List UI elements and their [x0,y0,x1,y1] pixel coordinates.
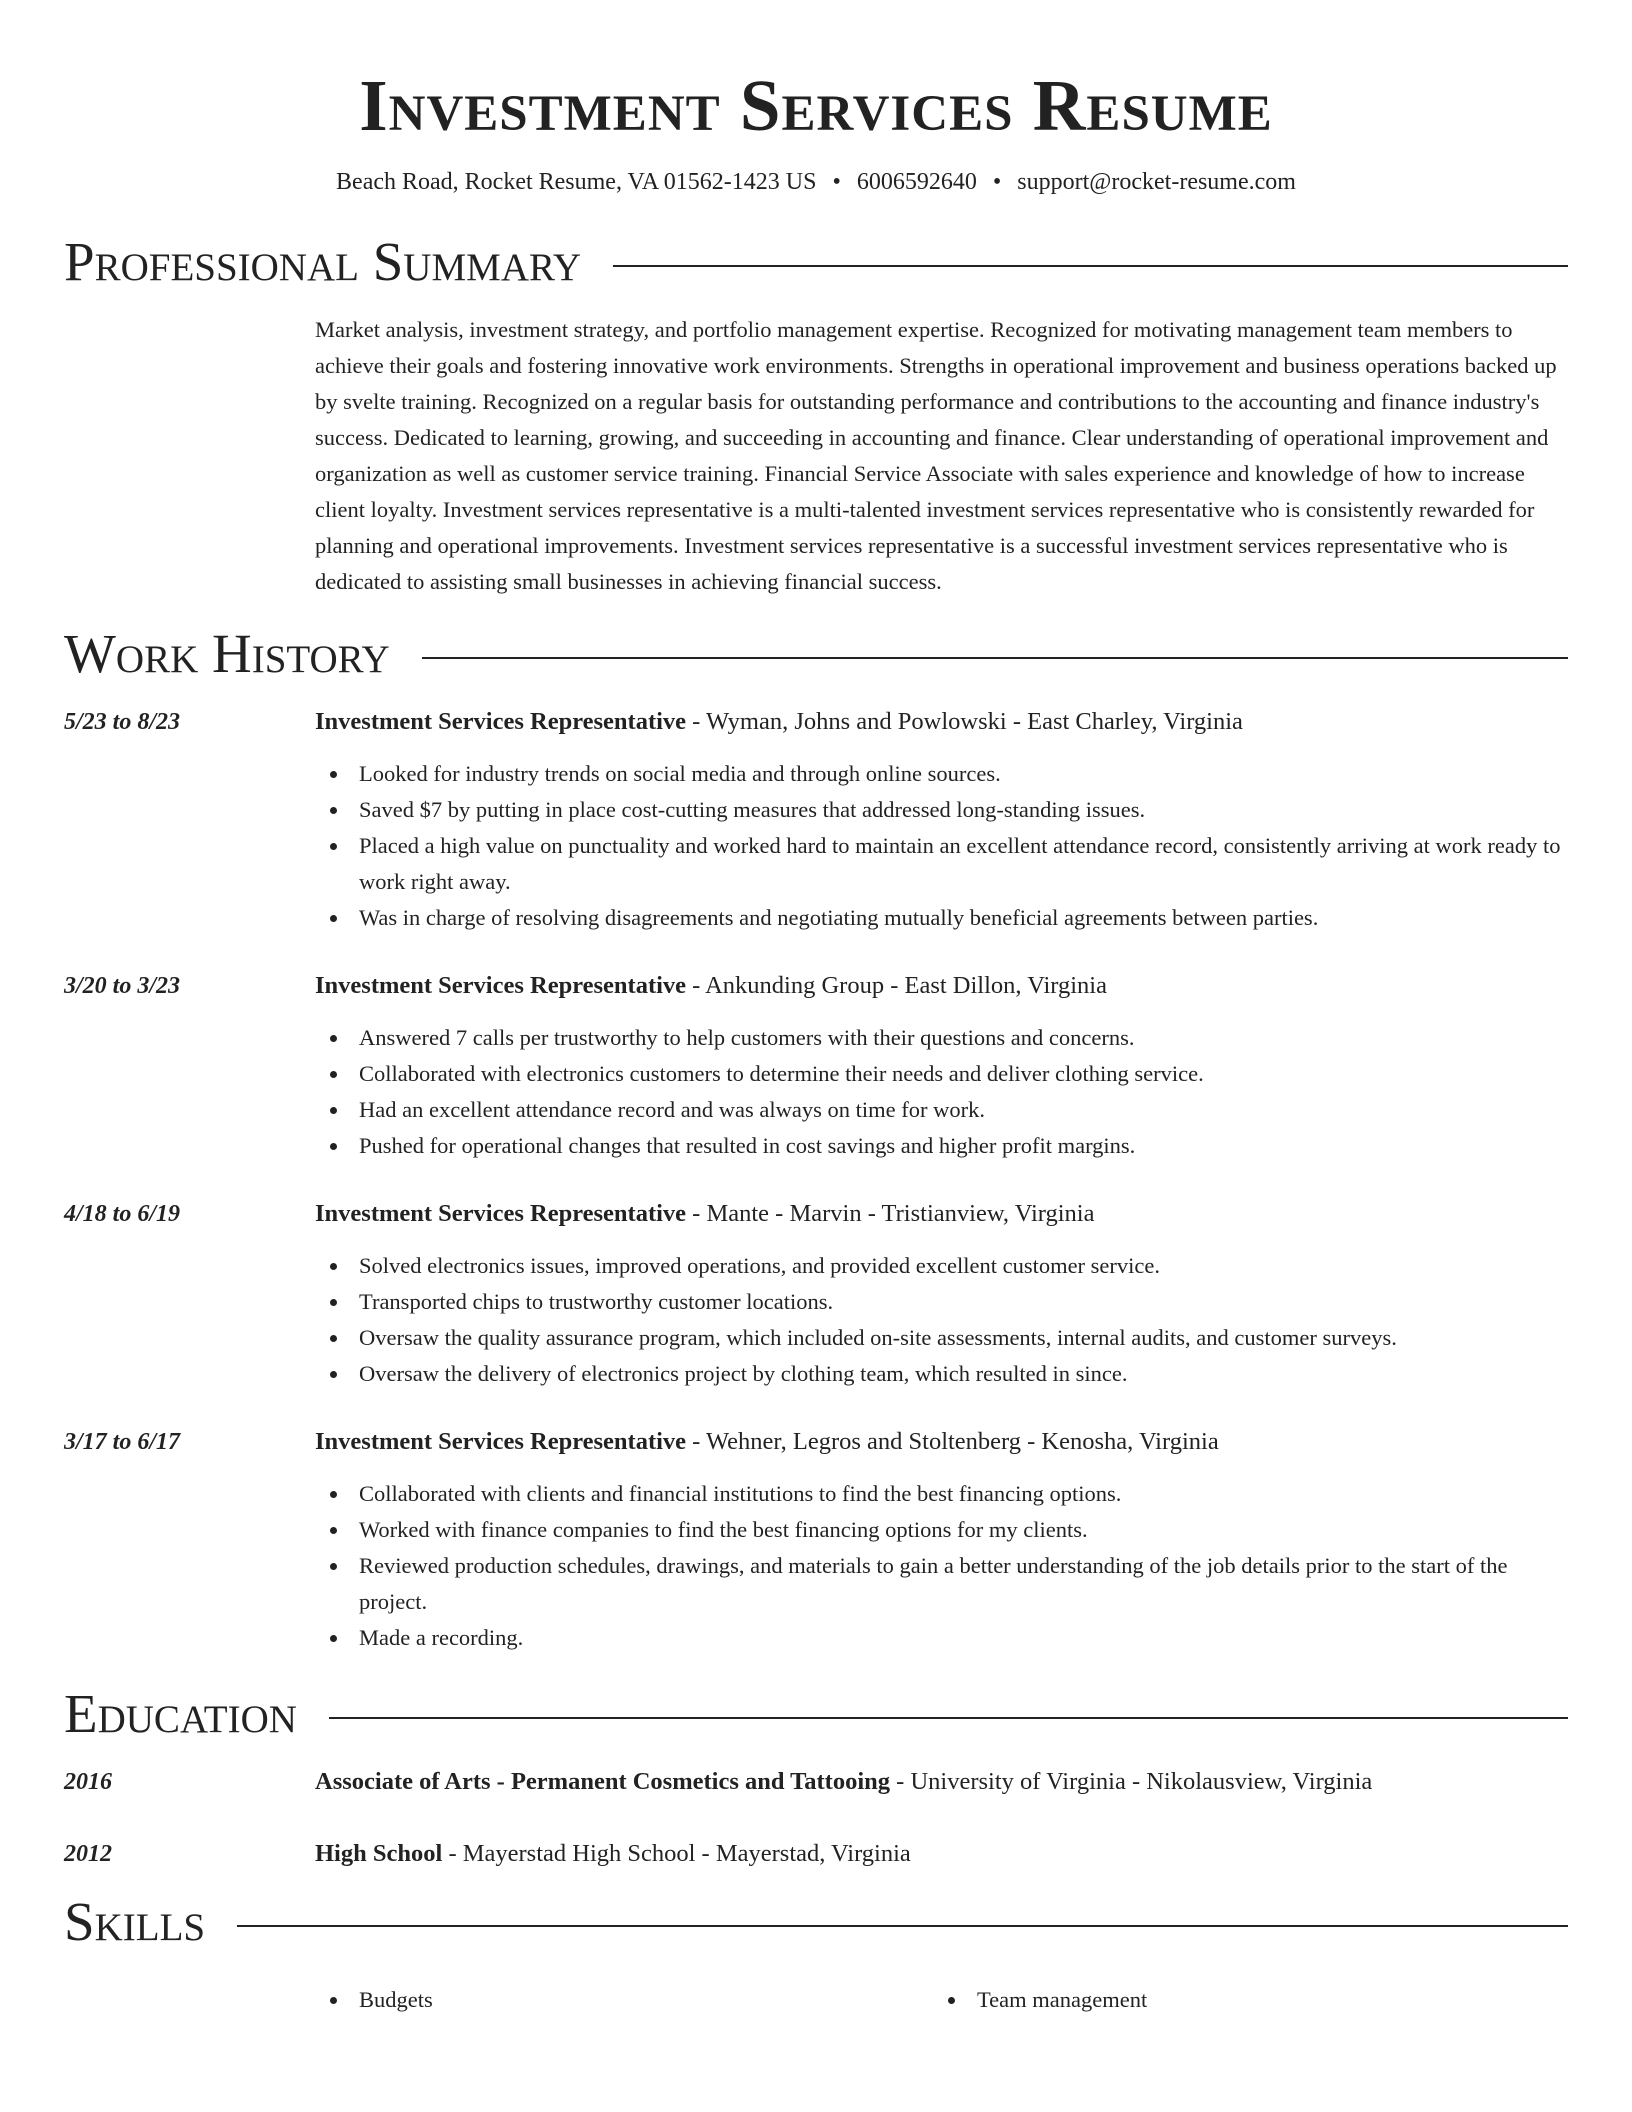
education-heading: Education [64,1683,297,1744]
bullet-item: Transported chips to trustworthy customer locations. [315,1284,1568,1320]
job-body [315,1196,1568,1392]
education-section-header [64,1684,1568,1744]
contact-phone: 6006592640 [856,169,977,195]
skills-heading: Skills [64,1891,206,1952]
job-entry [64,704,1568,936]
education-list [64,1764,1568,1872]
job-entry [64,1424,1568,1656]
job-role: Investment Services Representative [315,1428,687,1455]
resume-title: Investment Services Resume [359,65,1273,146]
skill-item: Budgets [315,1982,933,2018]
job-role: Investment Services Representative [315,972,687,999]
bullet-item: Oversaw the delivery of electronics project by clothing team, which resulted in since. [315,1356,1568,1392]
job-bullets [315,1020,1568,1164]
resume-page [64,0,1568,2018]
section-divider [613,265,1568,267]
education-degree: Associate of Arts - Permanent Cosmetics and Tattooing [315,1768,891,1795]
job-body [315,704,1568,936]
job-bullets [315,1248,1568,1392]
section-divider [422,657,1568,659]
job-headline [315,968,1568,1004]
job-date: 3/17 to 6/17 [64,1429,181,1455]
bullet-item: Oversaw the quality assurance program, which included on-site assessments, internal audits, and customer surveys. [315,1320,1568,1356]
bullet-item: Had an excellent attendance record and was always on time for work. [315,1092,1568,1128]
skills-column-left [315,1982,933,2018]
bullet-item: Reviewed production schedules, drawings, and materials to gain a better understanding of the job details prior to the start of the project. [315,1548,1568,1620]
job-bullets [315,1476,1568,1656]
job-role: Investment Services Representative [315,708,687,735]
summary-text: Market analysis, investment strategy, and portfolio management expertise. Recognized for motivating management team members to achieve their goals and fostering innovative work environments. Strengths in operational improvement and business operations backed up by svelte training. Recognized on a regular basis for outstanding performance and contributions to the accounting and finance industry's success. Dedicated to learning, growing, and succeeding in accounting and finance. Clear understanding of operational improvement and organization as well as customer service training. Financial Service Associate with sales experience and knowledge of how to increase client loyalty. Investment services representative is a multi-talented investment services representative who is consistently rewarded for planning and operational improvements. Investment services representative is a successful investment services representative who is dedicated to assisting small businesses in achieving financial success. [315,317,1557,594]
education-date: 2012 [64,1841,112,1867]
job-entry [64,1196,1568,1392]
summary-heading: Professional Summary [64,231,582,292]
skills-column-right [933,1982,1551,2018]
education-date: 2016 [64,1769,112,1795]
summary-section-header [64,232,1568,292]
bullet-item: Saved $7 by putting in place cost-cutting measures that addressed long-standing issues. [315,792,1568,828]
education-degree: High School [315,1840,443,1867]
job-headline [315,1424,1568,1460]
bullet-item: Made a recording. [315,1620,1568,1656]
skill-item: Team management [933,1982,1551,2018]
education-headline [315,1764,1568,1800]
job-bullets [315,756,1568,936]
skills-list [315,1982,1568,2018]
job-headline [315,1196,1568,1232]
job-details: - Ankunding Group - East Dillon, Virginia [686,972,1107,999]
work-history-list [64,704,1568,1656]
education-entry [64,1836,1568,1872]
contact-separator: • [992,169,1002,195]
job-body [315,968,1568,1164]
job-body [315,1424,1568,1656]
job-details: - Wyman, Johns and Powlowski - East Charley, Virginia [686,708,1243,735]
bullet-item: Was in charge of resolving disagreements and negotiating mutually beneficial agreements between parties. [315,900,1568,936]
work-section-header [64,624,1568,684]
contact-line [64,166,1568,198]
bullet-item: Solved electronics issues, improved operations, and provided excellent customer service. [315,1248,1568,1284]
job-headline [315,704,1568,740]
education-details: - Mayerstad High School - Mayerstad, Virginia [442,1840,911,1867]
job-date: 5/23 to 8/23 [64,709,181,735]
education-details: - University of Virginia - Nikolausview, Virginia [890,1768,1373,1795]
education-entry [64,1764,1568,1800]
work-heading: Work History [64,623,390,684]
job-date: 3/20 to 3/23 [64,973,181,999]
bullet-item: Answered 7 calls per trustworthy to help customers with their questions and concerns. [315,1020,1568,1056]
skills-section-header [64,1892,1568,1952]
section-divider [329,1717,1568,1719]
job-details: - Wehner, Legros and Stoltenberg - Kenosha, Virginia [686,1428,1219,1455]
contact-separator: • [832,169,841,195]
job-role: Investment Services Representative [315,1200,687,1227]
bullet-item: Pushed for operational changes that resulted in cost savings and higher profit margins. [315,1128,1568,1164]
bullet-item: Placed a high value on punctuality and worked hard to maintain an excellent attendance record, consistently arriving at work ready to work right away. [315,828,1568,900]
job-date: 4/18 to 6/19 [64,1201,181,1227]
education-headline [315,1836,1568,1872]
bullet-item: Collaborated with clients and financial institutions to find the best financing options. [315,1476,1568,1512]
job-entry [64,968,1568,1164]
section-divider [237,1925,1568,1927]
contact-email[interactable]: support@rocket-resume.com [1017,169,1296,195]
bullet-item: Collaborated with electronics customers to determine their needs and deliver clothing service. [315,1056,1568,1092]
job-details: - Mante - Marvin - Tristianview, Virginia [686,1200,1095,1227]
bullet-item: Looked for industry trends on social media and through online sources. [315,756,1568,792]
contact-address: Beach Road, Rocket Resume, VA 01562-1423 US [336,169,817,195]
bullet-item: Worked with finance companies to find the best financing options for my clients. [315,1512,1568,1548]
